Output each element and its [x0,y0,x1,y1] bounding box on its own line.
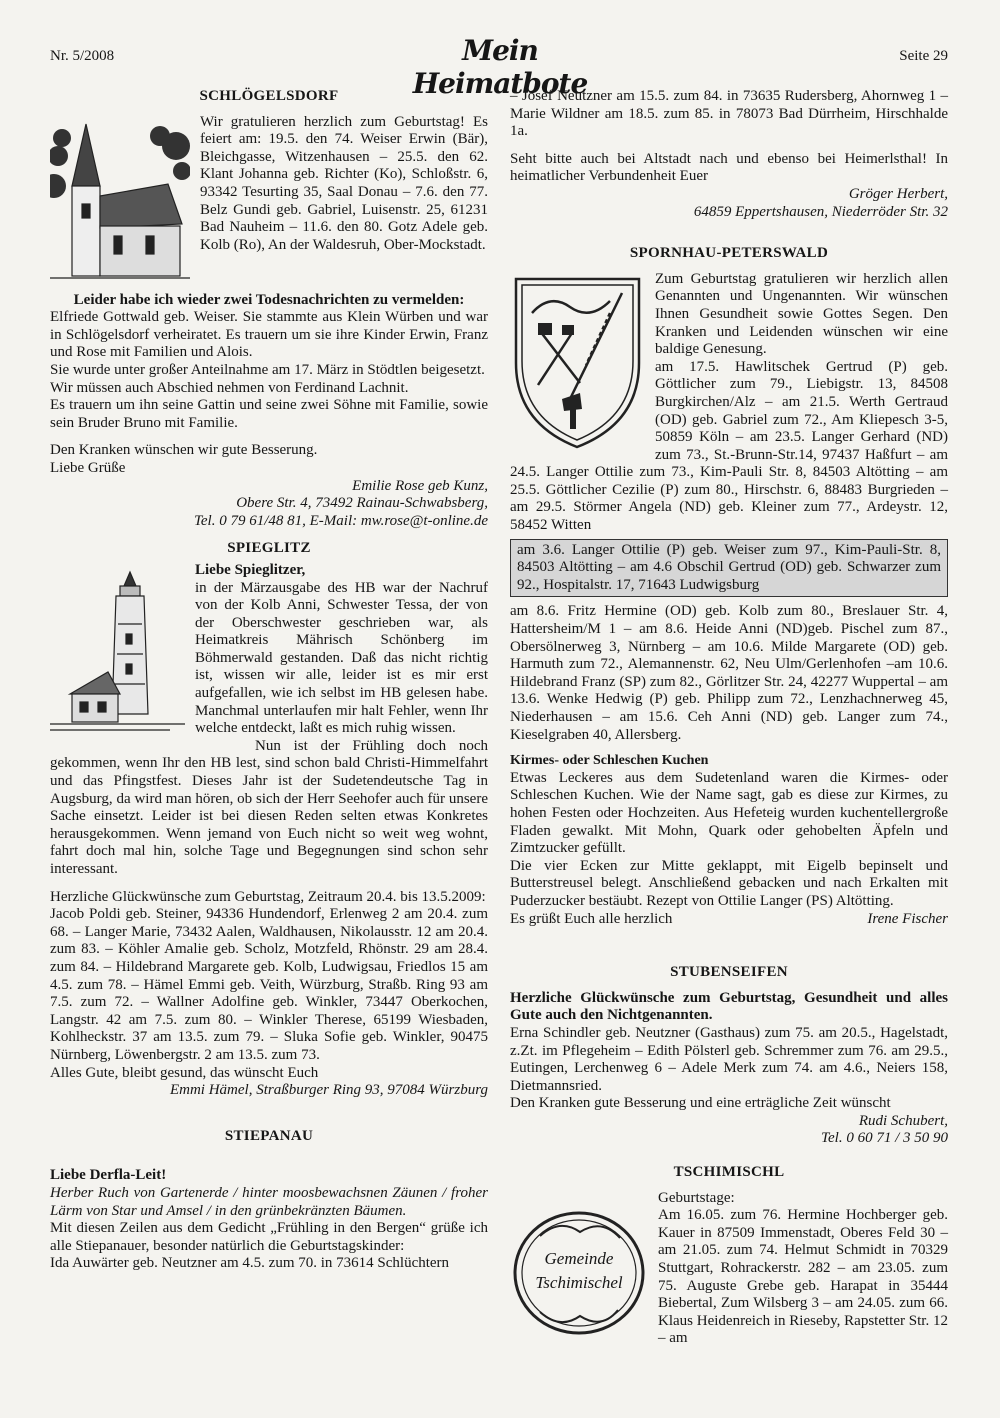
masthead-logo: Mein Heimatbote [412,34,588,100]
recipe-greeting: Es grüßt Euch alle herzlich [510,910,673,927]
stubenseifen-signature-phone: Tel. 0 60 71 / 3 50 90 [821,1130,948,1147]
tschimischl-intro: Geburtstage: [658,1189,735,1206]
church-icon [50,116,190,288]
stiepanau-signature-name: Gröger Herbert, [848,185,948,202]
spieglitz-greeting-heading: Liebe Spieglitzer, [195,561,306,578]
schloegelsdorf-signature-address: Obere Str. 4, 73492 Rainau-Schwabsberg, [236,495,488,512]
schloegelsdorf-birthdays: Wir gratulieren herzlich zum Geburtstag! Es feiert am: 19.5. den 74. Weiser Erwin (Bär), Bleichgasse, Witzenhausen – 25.5. den 62. Klant Johanna geb. Richter (Ko), Schloßstr. 6, 93342 Tesurting 35, Saal Donau – 7.6. den 77. Belz Gundi geb. Gabriel, Luisenstr. 25, 61231 Bad Nauheim – 11.6. den 80. Gotz Adele geb. Kolb (Ro), An der Waldesruh, Ober-Mockstadt. [200,113,488,253]
section-title-stiepanau: STIEPANAU [224,1127,314,1144]
stubenseifen-wishes: Den Kranken gute Besserung und eine erträgliche Zeit wünscht [510,1095,891,1112]
recipe-signoff [510,911,948,929]
spornhau-intro: Zum Geburtstag gratulieren wir herzlich allen Genannten und Ungenannten. Wir wünschen Ihnen Gesundheit sowie Gottes Segen. Den Kranken und Leidenden wünschen wir eine baldige Genesung. [655,270,948,358]
spieglitz-wishes: Alles Gute, bleibt gesund, das wünscht Euch [50,1064,319,1081]
recipe-text-1: Etwas Leckeres aus dem Sudetenland waren die Kirmes- oder Schleschen Kuchen. Wie der Name sagt, gab es diese zur Kirmes, zu hohen Festen oder Hochzeiten. Aus Hefeteig wurden kuchentellergroße Fladen gewalkt. Mit Mohn, Quark oder gehobelten Äpfeln und Zimtzucker gefüllt. [510,769,948,857]
stiepanau-intro: Mit diesen Zeilen aus dem Gedicht „Frühling in den Bergen“ grüße ich alle Stiepanauer, besonder natürlich die Geburtstagskinder: [50,1220,488,1254]
stiepanau-birthday-1: Ida Auwärter geb. Neutzner am 4.5. zum 70. in 73614 Schlüchtern [50,1255,450,1272]
stubenseifen-heading: Herzliche Glückwünsche zum Geburtstag, Gesundheit und alles Gute auch den Nichtgenannten. [510,989,948,1024]
spornhau-birthdays-june: am 8.6. Fritz Hermine (OD) geb. Kolb zum 80., Breslauer Str. 4, Hattersheim/M 1 – am 8.6. Heide Anni (ND)geb. Pischel zum 87., Obersölnerweg 3, Nürnberg – am 10.6. Milde Margarete (OD) geb. Harmuth zum 72., Alemannenstr. 62, Neu Ulm/Gerlenhofen –am 10.6. Hildebrand Franz (SP) zum 82., Görlitzer Str. 24, 42277 Wuppertal – am 13.6. Wenke Hedwig (P) geb. Philipp zum 72., Lenzhachnerweg 45, Niederhausen – am 15.6. Ceh Anni (ND) geb. Langer zum 74., Kieselgraben 40, Allersberg. [510,603,948,743]
stiepanau-poem: Herber Ruch von Gartenerde / hinter moosbewachsnen Zäunen / froher Lärm von Star und Amsel / in den grünbekränzten Bäumen. [50,1184,488,1219]
page-number: Seite 29 [899,48,948,64]
spornhau-birthdays-may: am 17.5. Hawlitschek Gertrud (P) geb. Göttlicher zum 79., Liebigstr. 13, 84508 Burgkirchen/Alz – am 21.5. Werth Gertraud (OD) geb. Gabriel zum 72., Am Kliepesch 3-5, 50859 Köln – am 23.5. Langer Gerhard (ND) zum 73., St.-Brunn-Str.14, 97437 Haßfurt – am 24.5. Langer Ottilie zum 73., Kim-Pauli Str. 8, 84503 Altötting – am 25.5. Göttlicher Cezilie (P) zum 80., Hirschstr. 6, 88483 Burgrieden – am 29.5. Störmer Angela (ND) geb. Kleiner zum 77., Ardeystr. 12, 58452 Witten [510,358,948,534]
spieglitz-birthdays: Jacob Poldi geb. Steiner, 94336 Hundendorf, Erlenweg 2 am 20.4. zum 68. – Langer Marie, 73432 Aalen, Waldhausen, Nikolausstr. 12 am 20.4. zum 83. – Köhler Amalie geb. Scholz, Motzfeld, Rhönstr. 29 am 28.4. zum 84. – Hildebrand Margarete geb. Kolb, Ludwigsau, Friedlos 15 am 4.5. zum 78. – Hämel Emmi geb. Veith, Würzburg, Straßb. Ring 93 am 7.5. zum 72. – Wallner Adolfine geb. Winkler, 73447 Oberkochen, Langstr. 42 am 7.5. zum 80. – Winkler Therese, 65199 Wiesbaden, Kohlheckstr. 37 am 13.5. zum 79. – Sluka Sofie geb. Winkler, 90475 Nürnberg, Löwenbergstr. 2 am 13.5. zum 73. [50,906,488,1063]
community-seal [510,1208,648,1348]
coat-of-arms-icon [510,273,645,451]
section-title-tschimischl: TSCHIMISCHL [673,1164,785,1181]
stubenseifen-birthdays: Erna Schindler geb. Neutzner (Gasthaus) zum 75. am 20.5., Hagelstadt, z.Zt. im Pflegeheim – Edith Pölsterl geb. Schremmer zum 76. am 29.5., Eutingen, Lerchenweg 6 – Adele Merk zum 74. am 4.6., Neiers 158, Dietmannsried. [510,1024,948,1094]
section-title-stubenseifen: STUBENSEIFEN [670,964,788,981]
schloegelsdorf-signature-contact: Tel. 0 79 61/48 81, E-Mail: mw.rose@t-online.de [193,512,488,529]
schloegelsdorf-death-3: Wir müssen auch Abschied nehmen von Ferdinand Lachnit. [50,379,409,396]
spornhau-highlight-text: am 3.6. Langer Ottilie (P) geb. Weiser zum 97., Kim-Pauli-Str. 8, 84503 Altötting – am 4.6 Obschil Gertrud (OD) geb. Schwarzer zum 92., Hospitalstr. 17, 71643 Ludwigsburg [517,541,941,593]
schloegelsdorf-greeting: Liebe Grüße [50,459,126,476]
schloegelsdorf-signature-name: Emilie Rose geb Kunz, [352,477,488,494]
stiepanau-closing: Seht bitte auch bei Altstadt nach und ebenso bei Heimerlsthal! In heimatlicher Verbundenheit Euer [510,150,948,185]
schloegelsdorf-wishes: Den Kranken wünschen wir gute Besserung. [50,442,318,459]
spieglitz-spring: Nun ist der Frühling doch noch gekommen, wenn Ihr den HB lest, sind schon bald Christi-Himmelfahrt und das Pfingstfest. Dieses Jahr ist der Sudetendeutsche Tag in Augsburg, da wird man hören, ob sich der Herr Seehofer auch für unsere Sache einsetzt. Leider ist bei diesen Reden selten etwas Konkretes herausgekommen. Wenn jemand von Euch nicht so weit weg wohnt, fahrt doch mal hin, solche Tage und Begegnungen sind schon sehr interessant. [50,737,488,877]
recipe-heading: Kirmes- oder Schleschen Kuchen [510,753,709,769]
spieglitz-birthday-intro: Herzliche Glückwünsche zum Geburtstag, Zeitraum 20.4. bis 13.5.2009: [50,888,486,905]
schloegelsdorf-death-heading: Leider habe ich wieder zwei Todesnachrichten zu vermelden: [73,291,465,308]
stiepanau-greeting-heading: Liebe Derfla-Leit! [50,1167,167,1184]
section-title-schloegelsdorf: SCHLÖGELSDORF [199,88,339,104]
seal-text-line1: Gemeinde [544,1248,614,1268]
seal-text-line2: Tschimischel [535,1272,623,1292]
schloegelsdorf-death-1: Elfriede Gottwald geb. Weiser. Sie stammte aus Klein Würben und war in Schlögelsdorf verheiratet. Es trauern um sie ihre Kinder Erwin, Franz und Rose mit Familien und Alois. [50,309,488,361]
recipe-text-2: Die vier Ecken zur Mitte geklappt, mit Eigelb bepinselt und Butterstreusel belegt. Anschließend gebacken und nach Erkalten mit Puderzucker bestäubt. Rezept von Ottilie Langer (PS) Altötting. [510,857,948,909]
right-column [510,88,948,1348]
tower-icon [50,564,185,740]
spornhau-highlight-box [510,539,948,598]
left-column [50,88,488,1273]
spieglitz-signature: Emmi Hämel, Straßburger Ring 93, 97084 Würzburg [169,1082,488,1099]
section-title-spieglitz: SPIEGLITZ [227,540,311,557]
stiepanau-birthdays-continued: – Josef Neutzner am 15.5. zum 84. in 73635 Rudersberg, Ahornweg 1 – Marie Wildner am 18.5. zum 85. in 78073 Bad Dürrheim, Hirschhalde 1a. [510,88,948,140]
issue-number: Nr. 5/2008 [50,48,115,64]
schloegelsdorf-death-4: Es trauern um ihn seine Gattin und seine zwei Söhne mit Familie, sowie sein Bruder Bruno mit Familie. [50,397,488,431]
tschimischl-birthdays: Am 16.05. zum 76. Hermine Hochberger geb. Kauer in 87509 Immenstadt, Oberes Feld 30 – am 21.05. zum 74. Helmut Schmidt in 70329 Stuttgart, Rohrackerstr. 282 – am 23.05. zum 75. Auguste Grebe geb. Harapat in 35444 Biebertal, Zum Wilsberg 3 – am 24.05. zum 66. Klaus Heidenreich in Rieseby, Rapstetter Str. 12 – am [658,1207,948,1347]
section-title-spornhau: SPORNHAU-PETERSWALD [629,245,829,262]
recipe-signature: Irene Fischer [867,910,948,927]
stubenseifen-signature-name: Rudi Schubert, [858,1112,948,1129]
schloegelsdorf-death-2: Sie wurde unter großer Anteilnahme am 17. März in Stödtlen beigesetzt. [50,361,485,378]
stiepanau-signature-address: 64859 Eppertshausen, Niederröder Str. 32 [693,203,948,220]
spieglitz-correction: in der Märzausgabe des HB war der Nachruf von der Kolb Anni, Schwester Tessa, der von der Oberschwester geschrieben war, als Heimatkreis Mährisch Schönberg im Böhmerwald gestanden. Daß das nicht richtig ist, wissen wir alle, leider ist es mir erst aufgefallen, wie ich selbst im HB gelesen habe. Manchmal unterlaufen mir halt Fehler, wenn Ihr welche entdeckt, laßt es mich ruhig wissen. [195,579,488,737]
